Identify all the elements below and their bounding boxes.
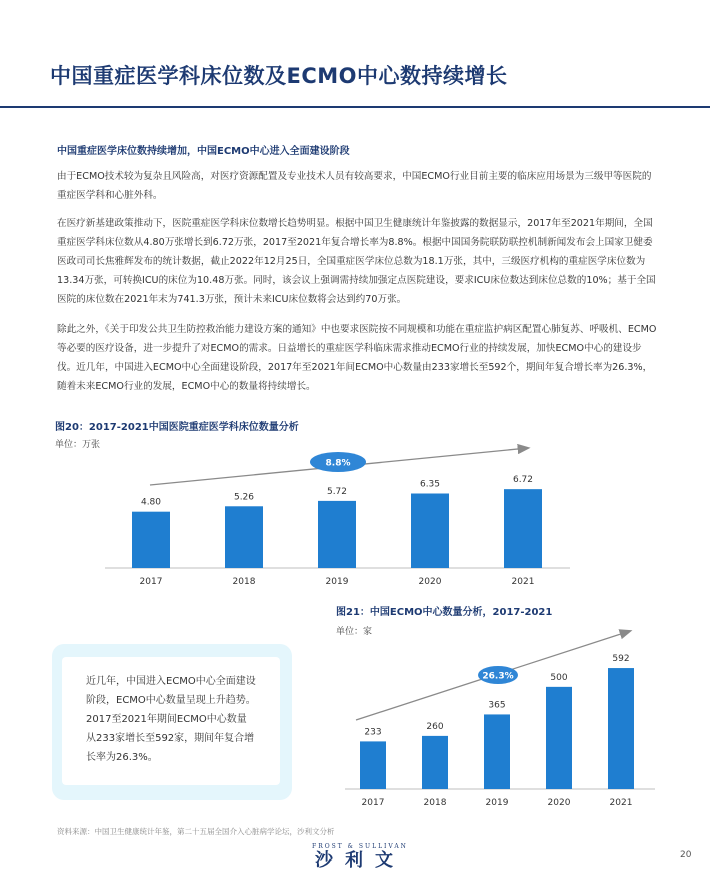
page-number: 20 (680, 850, 692, 860)
x-tick-label: 2021 (609, 798, 633, 808)
bar-value-label: 5.26 (233, 492, 255, 503)
x-tick-label: 2020 (418, 577, 442, 587)
bar-value-label: 4.80 (140, 497, 162, 508)
bar-2018 (422, 736, 448, 789)
figure-21-unit: 单位：家 (336, 627, 373, 637)
figure-21-title: 图21：中国ECMO中心数量分析，2017-2021 (336, 607, 553, 618)
paragraph-2: 在医疗新基建政策推动下，医院重症医学科床位数增长趋势明显。根据中国卫生健康统计年鉴披露的数据显示，2017年至2021年期间，全国重症医学科床位数从4.80万张增长到6.72万张，2017至2021年复合增长率为8.8%。根据中国国务院联防联控机制新闻发布会上国家卫健委医政司司长焦雅辉发布的统计数据，截止2022年12月25日，全国重症医学床位总数为18.1万张，其中，三级医疗机构的重症医学床位数为13.34万张，可转换ICU的床位为10.48万张。同时，该会议上强调需持续加强定点医院建设，要求ICU床位数达到床位总数的10%；基于全国医院的床位数在2021年末为741.3万张，预计未来ICU床位数将会达到约70万张。 (57, 218, 656, 305)
bar-value-label: 365 (488, 700, 506, 711)
bar-2017 (360, 741, 386, 789)
x-tick-label: 2018 (232, 577, 256, 587)
paragraph-3: 除此之外，《关于印发公共卫生防控救治能力建设方案的通知》中也要求医院按不同规模和功能在重症监护病区配置心肺复苏、呼吸机、ECMO等必要的医疗设备，进一步提升了对ECMO的需求。日益增长的重症医学科临床需求推动ECMO行业的持续发展，加快ECMO中心的建设步伐。近几年，中国进入ECMO中心全面建设阶段，2017年至2021年间ECMO中心数量由233家增长至592个，期间年复合增长率为26.3%，随着未来ECMO行业的发展，ECMO中心的数量将持续增长。 (57, 324, 657, 392)
bar-2021 (608, 668, 634, 789)
x-tick-label: 2021 (511, 577, 535, 587)
x-tick-label: 2020 (547, 798, 571, 808)
logo-chinese: 沙利文 (315, 850, 405, 871)
x-tick-label: 2019 (325, 577, 349, 587)
section-heading: 中国重症医学床位数持续增加，中国ECMO中心进入全面建设阶段 (57, 146, 350, 157)
paragraph-1: 由于ECMO技术较为复杂且风险高，对医疗资源配置及专业技术人员有较高要求，中国ECMO行业目前主要的临床应用场景为三级甲等医院的重症医学科和心脏外科。 (57, 171, 652, 201)
bar-2019 (484, 714, 510, 789)
bar-value-label: 592 (612, 654, 630, 665)
cagr-label: 8.8% (325, 458, 351, 469)
bar-value-label: 233 (364, 727, 382, 738)
figure-20-unit: 单位：万张 (55, 440, 101, 450)
source-note: 资料来源：中国卫生健康统计年鉴，第二十五届全国介入心脏病学论坛，沙利文分析 (57, 827, 335, 836)
cagr-label: 26.3% (482, 671, 514, 682)
x-tick-label: 2018 (423, 798, 447, 808)
bar-2020 (546, 687, 572, 789)
page-title: 中国重症医学科床位数及ECMO中心数持续增长 (50, 64, 508, 88)
frost-sullivan-logo (300, 843, 420, 872)
callout-text: 近几年，中国进入ECMO中心全面建设阶段，ECMO中心数量呈现上升趋势。2017至2021年期间ECMO中心数量从233家增长至592家，期间年复合增长率为26.3%。 (86, 676, 256, 763)
figure-20-title: 图20：2017-2021中国医院重症医学科床位数量分析 (55, 422, 299, 433)
x-tick-label: 2017 (139, 577, 163, 587)
bar-value-label: 500 (550, 672, 568, 683)
x-tick-label: 2017 (361, 798, 385, 808)
logo-english: FROST & SULLIVAN (312, 843, 408, 850)
bar-value-label: 260 (426, 721, 444, 732)
bar-value-label: 6.35 (419, 479, 441, 490)
bar-value-label: 6.72 (512, 475, 534, 486)
bar-value-label: 5.72 (326, 486, 348, 497)
x-tick-label: 2019 (485, 798, 509, 808)
